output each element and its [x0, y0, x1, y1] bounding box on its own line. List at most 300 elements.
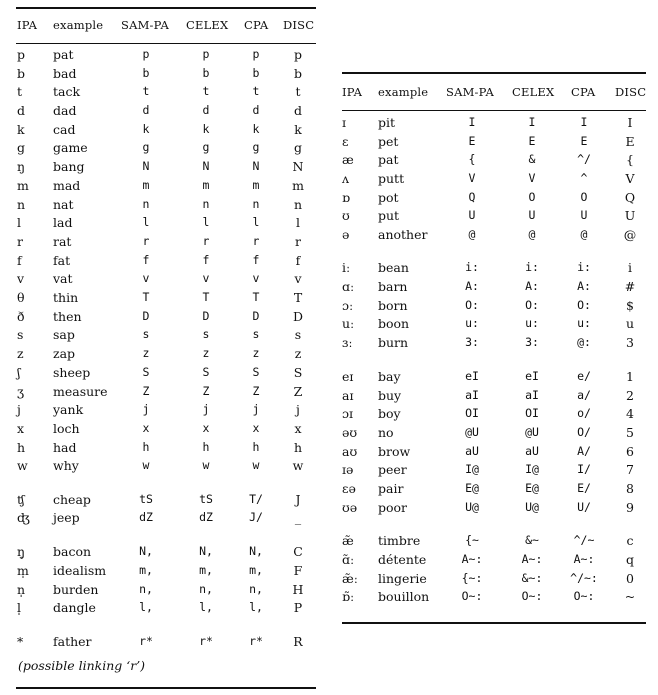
cell-ipa: ɪ [342, 115, 346, 130]
cell-celex: h [202, 440, 210, 454]
cell-sampa: O~: [461, 589, 483, 603]
cell-celex: aU [525, 444, 539, 458]
cell-disc: 3 [626, 335, 634, 350]
table-row [0, 176, 316, 195]
cell-example: bang [53, 159, 85, 174]
table-row [0, 580, 316, 599]
cell-ipa: m̩ [17, 563, 29, 578]
cell-disc: x [294, 421, 302, 436]
cell-sampa: tS [139, 492, 153, 506]
cell-cpa: n [252, 197, 260, 211]
cell-ipa: ʌ [342, 171, 350, 186]
cell-ipa: ʤ [17, 510, 30, 525]
cell-ipa: v [17, 271, 25, 286]
cell-ipa: l̩ [17, 600, 21, 615]
table-row [342, 132, 646, 151]
linking-r-note: (possible linking ‘r’) [18, 658, 146, 673]
cell-disc: t [295, 84, 301, 99]
cell-sampa: x [142, 421, 150, 435]
vowel-table [342, 0, 646, 695]
cell-cpa: l [252, 215, 260, 229]
cell-celex: d [202, 103, 210, 117]
cell-celex: U@ [525, 500, 539, 514]
cell-cpa: @: [577, 335, 591, 349]
header-disc: DISC [283, 18, 315, 32]
cell-disc: Q [624, 190, 636, 205]
cell-cpa: m [252, 178, 260, 192]
cell-disc: _ [294, 510, 302, 525]
cell-ipa: s [17, 327, 24, 342]
cell-disc: s [294, 327, 302, 342]
cell-disc: b [293, 66, 303, 81]
cell-example: jeep [53, 510, 80, 525]
cell-sampa: m, [139, 563, 153, 577]
cell-sampa: r* [139, 634, 153, 648]
cell-ipa: p [17, 47, 26, 62]
table-row [0, 542, 316, 561]
cell-sampa: s [142, 327, 150, 341]
cell-disc: P [293, 600, 303, 615]
cell-disc: h [293, 440, 303, 455]
cell-celex: @U [525, 425, 539, 439]
header-rule [342, 110, 646, 111]
cell-sampa: E [468, 134, 476, 148]
consonant-table [0, 0, 316, 695]
cell-sampa: i: [465, 260, 479, 274]
cell-cpa: I [580, 115, 588, 129]
cell-ipa: eɪ [342, 369, 354, 384]
cell-disc: 1 [626, 369, 634, 384]
cell-celex: OI [525, 406, 539, 420]
cell-ipa: z [17, 346, 24, 361]
table-row [0, 251, 316, 270]
cell-ipa: k [17, 122, 25, 137]
cell-disc: d [293, 103, 303, 118]
cell-example: bad [53, 66, 77, 81]
cell-celex: E [528, 134, 536, 148]
cell-sampa: aU [465, 444, 479, 458]
cell-celex: D [202, 309, 210, 323]
cell-example: measure [53, 384, 108, 399]
cell-example: poor [378, 500, 408, 515]
cell-example: then [53, 309, 82, 324]
cell-sampa: w [142, 458, 150, 472]
cell-example: putt [378, 171, 405, 186]
cell-ipa: ʒ [17, 384, 25, 399]
cell-disc: l [296, 215, 300, 230]
header-cpa: CPA [244, 18, 269, 32]
cell-ipa: θ [17, 290, 25, 305]
cell-celex: eI [525, 369, 539, 383]
header-row [0, 16, 316, 35]
cell-sampa: {~: [461, 571, 483, 585]
table-row [0, 45, 316, 64]
cell-celex: w [202, 458, 210, 472]
cell-disc: 8 [626, 481, 634, 496]
cell-example: timbre [378, 533, 421, 548]
cell-disc: v [294, 271, 302, 286]
cell-sampa: U@ [465, 500, 479, 514]
cell-celex: &~: [521, 571, 543, 585]
cell-cpa: ^/~: [570, 571, 598, 585]
cell-example: pat [378, 152, 399, 167]
cell-example: cheap [53, 492, 91, 507]
cell-sampa: t [142, 84, 150, 98]
cell-example: idealism [53, 563, 107, 578]
cell-cpa: ^ [580, 171, 588, 185]
cell-ipa: ɪə [342, 462, 354, 477]
cell-sampa: U [468, 208, 476, 222]
table-row [0, 232, 316, 251]
cell-cpa: s [252, 327, 260, 341]
cell-cpa: t [252, 84, 260, 98]
cell-celex: s [202, 327, 210, 341]
cell-disc: U [624, 208, 636, 223]
cell-example: born [378, 298, 408, 313]
table-row [0, 120, 316, 139]
cell-example: lad [53, 215, 73, 230]
cell-cpa: A/ [577, 444, 591, 458]
cell-example: buy [378, 388, 402, 403]
cell-cpa: r* [249, 634, 263, 648]
cell-cpa: A~: [573, 552, 595, 566]
cell-disc: # [624, 279, 636, 294]
table-row [0, 490, 316, 509]
cell-celex: I@ [525, 462, 539, 476]
cell-ipa: b [17, 66, 26, 81]
cell-sampa: S [142, 365, 150, 379]
cell-celex: r* [199, 634, 213, 648]
cell-sampa: N, [139, 544, 153, 558]
table-row [0, 195, 316, 214]
table-row [342, 258, 646, 277]
table-row [0, 382, 316, 401]
cell-celex: A: [525, 279, 539, 293]
cell-disc: 6 [626, 444, 634, 459]
cell-ipa: ɑ̃ː [342, 552, 355, 567]
table-row [342, 206, 646, 225]
cell-ipa: ŋ [17, 159, 26, 174]
cell-ipa: aɪ [342, 388, 354, 403]
cell-cpa: E [580, 134, 588, 148]
cell-example: game [53, 140, 88, 155]
cell-cpa: O [580, 190, 588, 204]
cell-cpa: T [252, 290, 260, 304]
cell-example: sheep [53, 365, 91, 380]
cell-celex: S [202, 365, 210, 379]
cell-celex: v [202, 271, 210, 285]
cell-cpa: U/ [577, 500, 591, 514]
cell-cpa: r [252, 234, 260, 248]
cell-ipa: f [17, 253, 22, 268]
table-row [342, 188, 646, 207]
cell-ipa: aʊ [342, 444, 358, 459]
cell-disc: @ [623, 227, 637, 242]
cell-disc: { [626, 152, 634, 167]
cell-disc: F [293, 563, 303, 578]
cell-ipa: ɑː [342, 279, 355, 294]
cell-sampa: b [142, 66, 150, 80]
header-cpa: CPA [571, 85, 596, 99]
cell-disc: S [293, 365, 303, 380]
cell-example: pat [53, 47, 74, 62]
cell-example: lingerie [378, 571, 427, 586]
cell-cpa: v [252, 271, 260, 285]
cell-example: bacon [53, 544, 92, 559]
cell-example: burden [53, 582, 99, 597]
table-row [0, 101, 316, 120]
cell-ipa: ə [342, 227, 350, 242]
cell-disc: k [294, 122, 302, 137]
cell-disc: J [295, 492, 301, 507]
cell-disc: R [293, 634, 303, 649]
cell-celex: 3: [525, 335, 539, 349]
cell-celex: g [202, 140, 210, 154]
cell-example: vat [53, 271, 73, 286]
cell-disc: N [292, 159, 304, 174]
cell-celex: b [202, 66, 210, 80]
cell-sampa: T [142, 290, 150, 304]
cell-sampa: l, [139, 600, 153, 614]
cell-example: another [378, 227, 428, 242]
cell-sampa: @U [465, 425, 479, 439]
cell-sampa: V [468, 171, 476, 185]
table-row [0, 269, 316, 288]
cell-cpa: Z [252, 384, 260, 398]
cell-example: barn [378, 279, 408, 294]
cell-cpa: N [252, 159, 260, 173]
table-row [342, 498, 646, 517]
cell-example: cad [53, 122, 76, 137]
cell-disc: 0 [626, 571, 634, 586]
cell-cpa: z [252, 346, 260, 360]
cell-example: dangle [53, 600, 96, 615]
cell-sampa: {~ [465, 533, 479, 547]
cell-example: pet [378, 134, 399, 149]
cell-ipa: m [17, 178, 29, 193]
table-row [342, 569, 646, 588]
cell-cpa: n, [249, 582, 263, 596]
cell-ipa: ɔɪ [342, 406, 353, 421]
cell-celex: n, [199, 582, 213, 596]
cell-sampa: z [142, 346, 150, 360]
cell-ipa: uː [342, 316, 355, 331]
table-row [342, 550, 646, 569]
cell-disc: Z [293, 384, 303, 399]
cell-celex: N [202, 159, 210, 173]
cell-cpa: ^/~ [573, 533, 595, 547]
cell-cpa: p [252, 47, 260, 61]
cell-disc: 4 [626, 406, 634, 421]
table-row [342, 150, 646, 169]
cell-celex: I [528, 115, 536, 129]
cell-celex: dZ [199, 510, 213, 524]
cell-example: détente [378, 552, 427, 567]
cell-celex: N, [199, 544, 213, 558]
cell-disc: g [293, 140, 303, 155]
cell-ipa: ɒ [342, 190, 351, 205]
cell-sampa: @ [468, 227, 476, 241]
cell-disc: c [626, 533, 634, 548]
table-row [0, 344, 316, 363]
cell-cpa: U [580, 208, 588, 222]
table-row [342, 367, 646, 386]
cell-cpa: l, [249, 600, 263, 614]
table-row [342, 423, 646, 442]
cell-example: brow [378, 444, 411, 459]
cell-celex: r [202, 234, 210, 248]
top-rule [16, 7, 316, 9]
cell-example: boon [378, 316, 410, 331]
cell-example: put [378, 208, 400, 223]
cell-ipa: ʊ [342, 208, 350, 223]
table-row [342, 225, 646, 244]
cell-example: burn [378, 335, 409, 350]
cell-ipa: ʃ [17, 365, 21, 380]
cell-ipa: ŋ̩ [17, 544, 26, 559]
cell-cpa: h [252, 440, 260, 454]
header-example: example [53, 18, 104, 32]
cell-sampa: d [142, 103, 150, 117]
table-row [342, 531, 646, 550]
table-row [0, 598, 316, 617]
cell-example: rat [53, 234, 72, 249]
cell-ipa: t [17, 84, 23, 99]
cell-sampa: aI [465, 388, 479, 402]
cell-sampa: I [468, 115, 476, 129]
cell-ipa: iː [342, 260, 351, 275]
table-row [342, 277, 646, 296]
cell-celex: n [202, 197, 210, 211]
cell-ipa: ʊə [342, 500, 358, 515]
cell-sampa: u: [465, 316, 479, 330]
table-row [0, 213, 316, 232]
cell-sampa: v [142, 271, 150, 285]
cell-disc: D [292, 309, 304, 324]
table-row [342, 314, 646, 333]
header-disc: DISC [615, 85, 647, 99]
cell-disc: ~ [624, 589, 636, 604]
cell-celex: &~ [525, 533, 539, 547]
cell-sampa: m [142, 178, 150, 192]
cell-sampa: OI [465, 406, 479, 420]
cell-sampa: N [142, 159, 150, 173]
cell-ipa: æ [342, 152, 354, 167]
cell-sampa: Z [142, 384, 150, 398]
table-row [0, 561, 316, 580]
cell-cpa: j [252, 402, 260, 416]
cell-example: why [53, 458, 79, 473]
cell-cpa: g [252, 140, 260, 154]
cell-celex: O~: [521, 589, 543, 603]
header-ipa: IPA [17, 18, 38, 32]
cell-celex: m, [199, 563, 213, 577]
cell-celex: E@ [525, 481, 539, 495]
cell-disc: 9 [626, 500, 634, 515]
cell-celex: tS [199, 492, 213, 506]
cell-sampa: l [142, 215, 150, 229]
cell-sampa: I@ [465, 462, 479, 476]
header-ipa: IPA [342, 85, 363, 99]
cell-example: had [53, 440, 77, 455]
table-row [0, 363, 316, 382]
cell-ipa: ɛə [342, 481, 356, 496]
header-example: example [378, 85, 429, 99]
table-row [342, 113, 646, 132]
cell-celex: @ [528, 227, 536, 241]
cell-cpa: S [252, 365, 260, 379]
cell-example: bay [378, 369, 401, 384]
cell-cpa: E/ [577, 481, 591, 495]
cell-ipa: * [17, 634, 24, 649]
cell-cpa: @ [580, 227, 588, 241]
cell-ipa: r [17, 234, 23, 249]
cell-ipa: h [17, 440, 26, 455]
cell-ipa: w [17, 458, 28, 473]
cell-disc: C [293, 544, 303, 559]
cell-cpa: b [252, 66, 260, 80]
cell-cpa: i: [577, 260, 591, 274]
cell-celex: O [528, 190, 536, 204]
cell-ipa: æ̃ [342, 533, 354, 548]
table-row [0, 419, 316, 438]
cell-cpa: N, [249, 544, 263, 558]
cell-celex: U [528, 208, 536, 222]
cell-disc: V [625, 171, 635, 186]
table-row [0, 325, 316, 344]
cell-example: bean [378, 260, 409, 275]
cell-sampa: h [142, 440, 150, 454]
cell-ipa: j [17, 402, 21, 417]
cell-disc: i [628, 260, 632, 275]
cell-cpa: I/ [577, 462, 591, 476]
cell-cpa: O~: [573, 589, 595, 603]
table-row [342, 296, 646, 315]
cell-sampa: eI [465, 369, 479, 383]
cell-celex: k [202, 122, 210, 136]
cell-sampa: f [142, 253, 150, 267]
table-row [342, 404, 646, 423]
header-celex: CELEX [186, 18, 229, 32]
cell-sampa: E@ [465, 481, 479, 495]
cell-disc: E [625, 134, 635, 149]
cell-example: sap [53, 327, 75, 342]
table-row [0, 456, 316, 475]
cell-disc: p [293, 47, 303, 62]
table-row [0, 82, 316, 101]
cell-example: peer [378, 462, 407, 477]
table-row [342, 479, 646, 498]
cell-sampa: p [142, 47, 150, 61]
cell-disc: m [292, 178, 304, 193]
cell-sampa: dZ [139, 510, 153, 524]
cell-cpa: x [252, 421, 260, 435]
cell-example: dad [53, 103, 77, 118]
cell-ipa: n̩ [17, 582, 26, 597]
cell-ipa: ɛ [342, 134, 349, 149]
cell-celex: O: [525, 298, 539, 312]
cell-sampa: j [142, 402, 150, 416]
header-rule [16, 43, 316, 44]
cell-cpa: A: [577, 279, 591, 293]
cell-disc: 7 [626, 462, 634, 477]
cell-ipa: ʧ [17, 492, 25, 507]
cell-example: pit [378, 115, 396, 130]
cell-celex: i: [525, 260, 539, 274]
cell-example: tack [53, 84, 81, 99]
cell-celex: f [202, 253, 210, 267]
cell-ipa: d [17, 103, 26, 118]
